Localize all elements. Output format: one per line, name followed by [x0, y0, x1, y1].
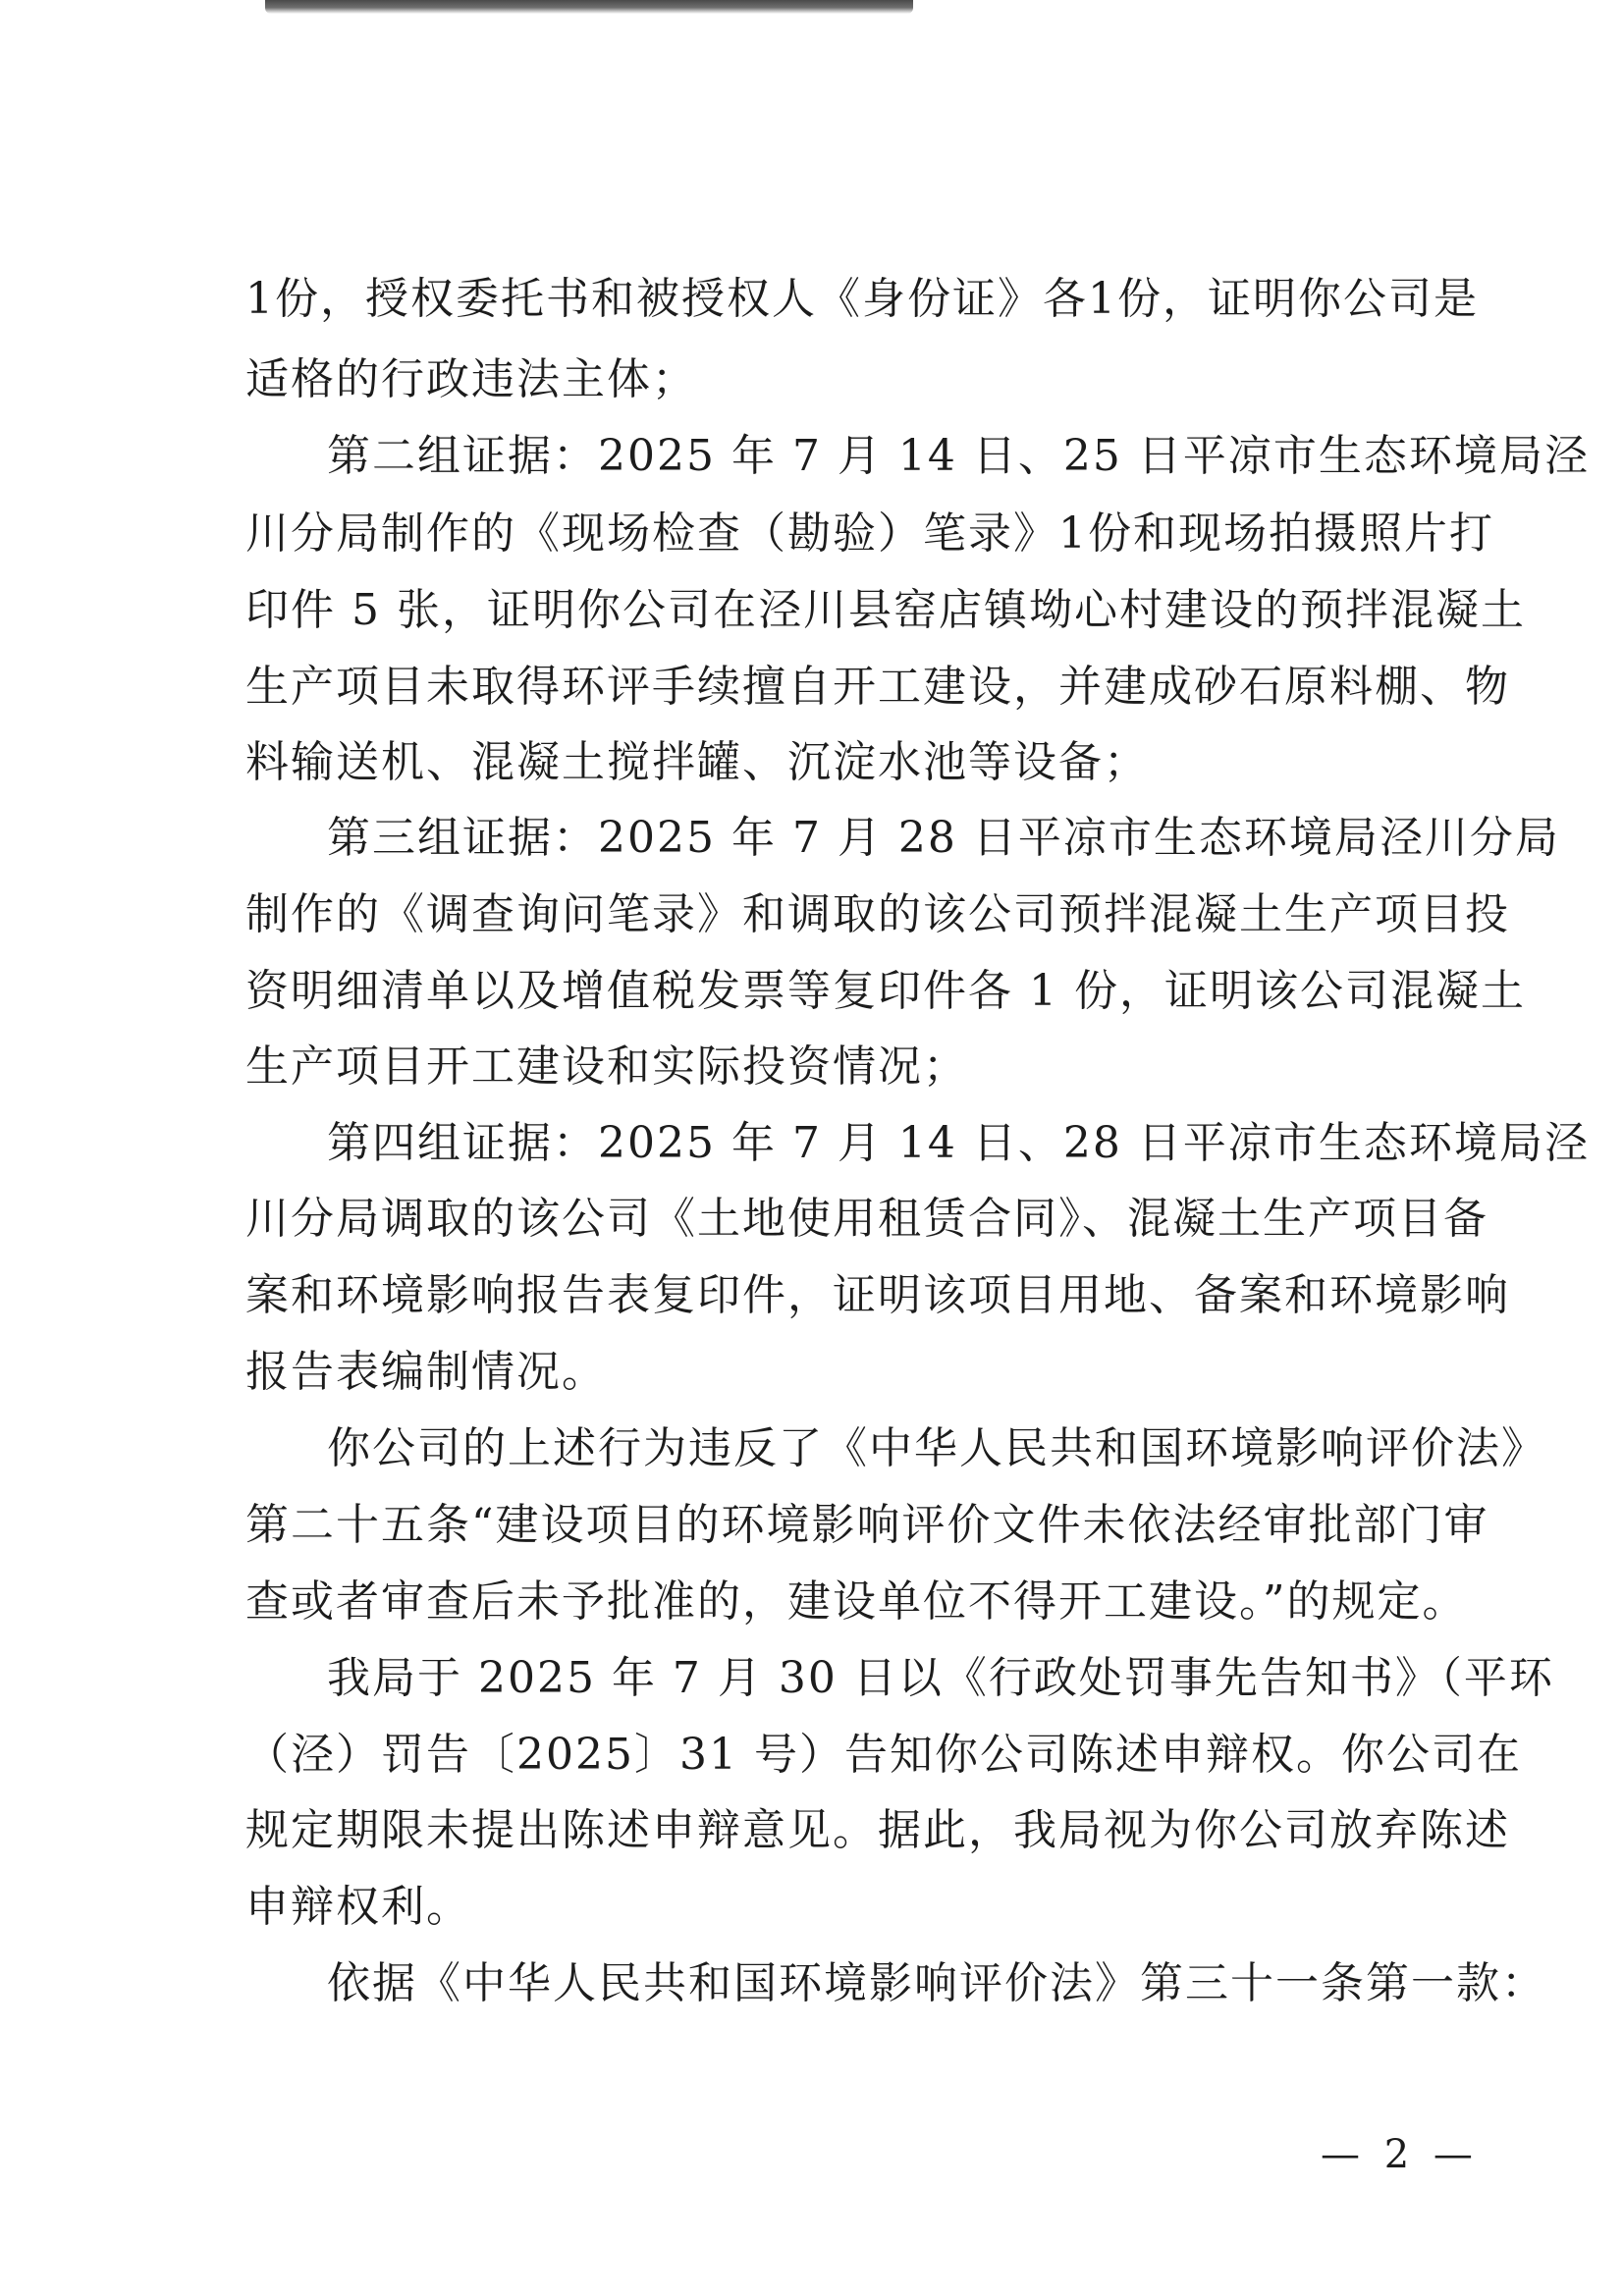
body-line: 生产项目开工建设和实际投资情况；: [245, 1041, 968, 1092]
body-line: 1份，授权委托书和被授权人《身份证》各1份，证明你公司是: [245, 274, 1479, 324]
paragraph-start-line: 第二组证据：2025 年 7 月 14 日、25 日平凉市生态环境局泾: [327, 431, 1590, 481]
body-line: 资明细清单以及增值税发票等复印件各 1 份，证明该公司混凝土: [245, 966, 1526, 1016]
page-number: — 2 —: [1321, 2132, 1479, 2177]
body-line: 生产项目未取得环评手续擅自开工建设，并建成砂石原料棚、物: [245, 662, 1510, 712]
body-line: 川分局调取的该公司《土地使用租赁合同》、混凝土生产项目备: [245, 1194, 1488, 1244]
body-line: 适格的行政违法主体；: [245, 354, 697, 404]
body-line: 印件 5 张，证明你公司在泾川县窑店镇坳心村建设的预拌混凝土: [245, 585, 1526, 635]
paragraph-start-line: 第三组证据：2025 年 7 月 28 日平凉市生态环境局泾川分局: [327, 813, 1560, 863]
paragraph-start-line: 我局于 2025 年 7 月 30 日以《行政处罚事先告知书》（平环: [327, 1653, 1554, 1703]
body-line: 制作的《调查询问笔录》和调取的该公司预拌混凝土生产项目投: [245, 889, 1510, 939]
paragraph-start-line: 依据《中华人民共和国环境影响评价法》第三十一条第一款：: [327, 1958, 1546, 2008]
body-line: 申辩权利。: [245, 1882, 471, 1932]
paragraph-start-line: 你公司的上述行为违反了《中华人民共和国环境影响评价法》: [327, 1423, 1546, 1473]
body-line: 料输送机、混凝土搅拌罐、沉淀水池等设备；: [245, 737, 1149, 787]
paragraph-start-line: 第四组证据：2025 年 7 月 14 日、28 日平凉市生态环境局泾: [327, 1118, 1590, 1168]
body-line: 川分局制作的《现场检查（勘验）笔录》1份和现场拍摄照片打: [245, 508, 1494, 559]
body-line: 案和环境影响报告表复印件，证明该项目用地、备案和环境影响: [245, 1270, 1510, 1320]
body-line: 第二十五条“建设项目的环境影响评价文件未依法经审批部门审: [245, 1500, 1489, 1550]
body-line: （泾）罚告〔2025〕31 号）告知你公司陈述申辩权。你公司在: [245, 1730, 1522, 1780]
body-line: 查或者审查后未予批准的，建设单位不得开工建设。”的规定。: [245, 1576, 1468, 1627]
body-line: 报告表编制情况。: [245, 1347, 607, 1397]
body-line: 规定期限未提出陈述申辩意见。据此，我局视为你公司放弃陈述: [245, 1805, 1510, 1855]
